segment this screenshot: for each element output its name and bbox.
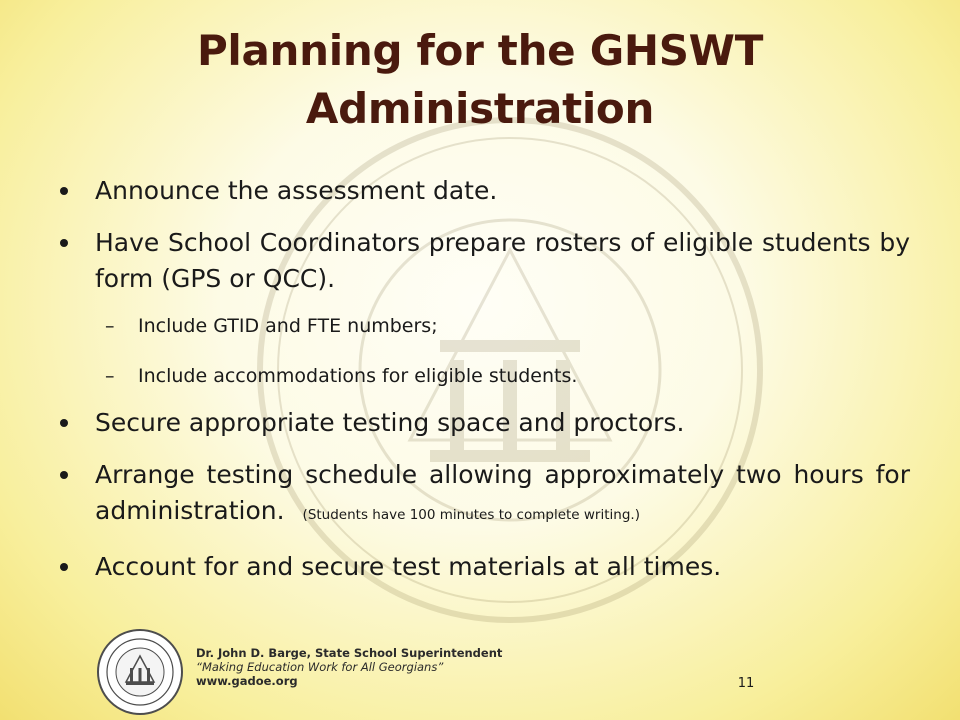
superintendent-name: Dr. John D. Barge, State School Superintendent (196, 646, 503, 660)
sub-bullet-text: Include accommodations for eligible students. (138, 365, 578, 387)
sub-bullet-text: Include GTID and FTE numbers; (138, 315, 438, 337)
bullet-text: Secure appropriate testing space and proctors. (95, 408, 685, 437)
bullet-dot-icon (60, 471, 68, 479)
bullet-text: Announce the assessment date. (95, 176, 498, 205)
page-number: 11 (737, 676, 755, 691)
bullet-dot-icon (60, 187, 68, 195)
bullet-item (60, 405, 910, 441)
bullet-text: Arrange testing schedule allowing approximately two hours for administration. (95, 460, 910, 525)
motto: “Making Education Work for All Georgians” (196, 660, 444, 674)
bullet-note: (Students have 100 minutes to complete writing.) (302, 507, 640, 523)
bullet-dot-icon (60, 419, 68, 427)
slide-title: Planning for the GHSWT Administration (196, 26, 764, 133)
bullet-dot-icon (60, 563, 68, 571)
bullet-dot-icon (60, 239, 68, 247)
bullet-item (60, 457, 910, 533)
footer-text (196, 646, 502, 688)
sub-bullet-list (95, 313, 910, 389)
bullet-item (60, 225, 910, 389)
bullet-item (60, 173, 910, 209)
dash-icon: – (105, 315, 115, 337)
bullet-text: Account for and secure test materials at all times. (95, 552, 722, 581)
dash-icon: – (105, 365, 115, 387)
sub-bullet-item (95, 363, 910, 389)
bullet-text: Have School Coordinators prepare rosters of eligible students by form (GPS or QCC). (95, 228, 910, 293)
sub-bullet-item (95, 313, 910, 339)
department-of-education-logo-icon (96, 628, 184, 716)
bullet-list (60, 173, 910, 601)
website-link[interactable]: www.gadoe.org (196, 674, 298, 688)
bullet-item (60, 549, 910, 585)
